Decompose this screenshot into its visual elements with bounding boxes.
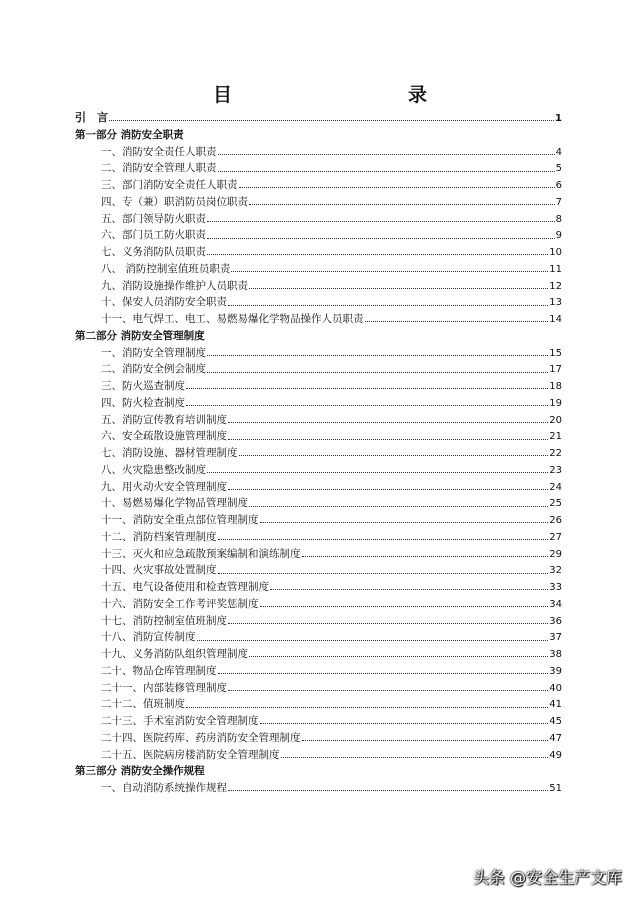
toc-entry-page: 6 — [555, 180, 562, 191]
toc-entry-label: 十三、灭火和应急疏散预案编制和演练制度 — [101, 547, 301, 560]
table-of-contents — [75, 110, 562, 797]
toc-entry-label: 二十五、医院病房楼消防安全管理制度 — [101, 748, 280, 761]
toc-entry-page: 10 — [549, 247, 562, 258]
toc-leader-dots — [109, 120, 554, 121]
toc-entry-page: 4 — [555, 146, 562, 158]
toc-entry[interactable] — [75, 194, 562, 211]
toc-leader-dots — [218, 154, 555, 155]
toc-entry-page: 37 — [549, 632, 562, 644]
toc-entry-page: 5 — [555, 163, 562, 175]
toc-entry-page: 38 — [549, 649, 562, 660]
toc-entry-label: 十一、消防安全重点部位管理制度 — [101, 514, 259, 526]
toc-entry[interactable] — [75, 629, 562, 646]
toc-entry-page: 26 — [549, 515, 562, 526]
toc-intro-label: 引 言 — [75, 111, 108, 124]
toc-leader-dots — [186, 707, 548, 708]
toc-entry-label: 十一、电气焊工、电工、易燃易爆化学物品操作人员职责 — [101, 313, 364, 325]
toc-entry-page: 24 — [549, 481, 562, 493]
toc-entry-page: 39 — [549, 665, 562, 677]
toc-entry-page: 8 — [555, 213, 562, 225]
toc-entry[interactable] — [75, 646, 562, 663]
toc-entry-page: 25 — [549, 498, 562, 510]
toc-entry[interactable] — [75, 613, 562, 630]
toc-entry-page: 32 — [549, 565, 562, 577]
toc-leader-dots — [218, 171, 555, 172]
toc-entry[interactable] — [75, 696, 562, 713]
toc-leader-dots — [249, 656, 548, 657]
toc-leader-dots — [228, 790, 548, 791]
toc-entry-label: 二十三、手术室消防安全管理制度 — [101, 715, 259, 727]
toc-part-heading[interactable] — [75, 127, 562, 144]
toc-entry[interactable] — [75, 177, 562, 194]
toc-leader-dots — [207, 472, 548, 473]
toc-entry-label: 一、消防安全管理制度 — [101, 346, 206, 359]
toc-leader-dots — [228, 623, 548, 624]
toc-entry-page: 19 — [549, 397, 562, 409]
toc-entry-label: 十六、消防安全工作考评奖惩制度 — [101, 597, 259, 610]
toc-leader-dots — [228, 690, 548, 691]
toc-entry-label: 三、部门消防安全责任人职责 — [101, 179, 238, 191]
toc-entry-page: 41 — [549, 699, 562, 711]
toc-leader-dots — [249, 288, 548, 289]
toc-leader-dots — [249, 204, 555, 205]
toc-entry-label: 十二、消防档案管理制度 — [101, 530, 217, 543]
toc-leader-dots — [249, 506, 548, 507]
toc-entry-page: 29 — [549, 548, 562, 560]
toc-entry[interactable] — [75, 663, 562, 680]
toc-entry-label: 四、专（兼）职消防员岗位职责 — [101, 195, 248, 208]
toc-entry-label: 二十四、医院药库、药房消防安全管理制度 — [101, 731, 301, 744]
toc-entry-label: 二、消防安全管理人职责 — [101, 162, 217, 175]
toc-leader-dots — [207, 372, 548, 373]
toc-title: 目 录 — [212, 84, 473, 106]
toc-entry[interactable] — [75, 428, 562, 445]
toc-entry-label: 十八、消防宣传制度 — [101, 631, 196, 644]
source-watermark: 头条 @安全生产文库 — [472, 868, 622, 887]
toc-intro-page: 1 — [555, 113, 562, 124]
toc-entry[interactable] — [75, 412, 562, 429]
toc-entry[interactable] — [75, 144, 562, 161]
toc-part-heading-label: 第二部分 消防安全管理制度 — [75, 329, 205, 342]
toc-entry[interactable] — [75, 747, 562, 764]
toc-entry-page: 7 — [555, 196, 562, 208]
toc-entry-label: 七、义务消防队员职责 — [101, 246, 206, 258]
toc-entry-page: 9 — [555, 230, 562, 242]
toc-leader-dots — [207, 238, 555, 239]
toc-leader-dots — [260, 723, 549, 724]
toc-entry-page: 13 — [549, 297, 562, 309]
toc-leader-dots — [218, 673, 549, 674]
toc-leader-dots — [228, 439, 548, 440]
toc-entry-page: 22 — [549, 448, 562, 459]
toc-entry[interactable] — [75, 495, 562, 512]
toc-entry[interactable] — [75, 244, 562, 261]
toc-entry[interactable] — [75, 479, 562, 496]
toc-entry-page: 23 — [549, 464, 562, 476]
toc-leader-dots — [239, 455, 549, 456]
toc-entry-label: 四、防火检查制度 — [101, 396, 185, 409]
toc-entry-label: 十七、消防控制室值班制度 — [101, 614, 227, 627]
toc-entry-label: 十、保安人员消防安全职责 — [101, 296, 227, 309]
toc-part-heading[interactable] — [75, 328, 562, 345]
toc-entry[interactable] — [75, 378, 562, 395]
toc-entry-label: 九、用火动火安全管理制度 — [101, 480, 227, 493]
toc-entry-label: 六、部门员工防火职责 — [101, 229, 206, 242]
toc-leader-dots — [228, 489, 548, 490]
toc-leader-dots — [186, 388, 548, 389]
toc-entry[interactable] — [75, 345, 562, 362]
toc-leader-dots — [302, 556, 549, 557]
toc-entry[interactable] — [75, 311, 562, 328]
toc-leader-dots — [231, 271, 548, 272]
toc-leader-dots — [218, 573, 549, 574]
toc-entry[interactable] — [75, 462, 562, 479]
toc-entry-label: 五、消防宣传教育培训制度 — [101, 413, 227, 426]
toc-entry-page: 12 — [549, 280, 562, 292]
toc-entry-page: 14 — [549, 314, 562, 325]
toc-entry-label: 八、火灾隐患整改制度 — [101, 463, 206, 476]
toc-entry-label: 十、易燃易爆化学物品管理制度 — [101, 497, 248, 510]
toc-entry-page: 18 — [549, 381, 562, 392]
toc-entry[interactable] — [75, 780, 562, 797]
toc-entry[interactable] — [75, 278, 562, 295]
toc-entry-label: 二、消防安全例会制度 — [101, 363, 206, 376]
toc-entry-label: 八、 消防控制室值班员职责 — [101, 262, 231, 275]
toc-entry-page: 27 — [549, 531, 562, 543]
toc-entry[interactable] — [75, 596, 562, 613]
toc-part-heading-label: 第三部分 消防安全操作规程 — [75, 765, 205, 778]
toc-entry-label: 六、安全疏散设施管理制度 — [101, 430, 227, 443]
toc-leader-dots — [260, 606, 549, 607]
toc-entry-label: 九、消防设施操作维护人员职责 — [101, 279, 248, 292]
toc-entry-page: 17 — [549, 364, 562, 376]
toc-entry-label: 五、部门领导防火职责 — [101, 212, 206, 225]
toc-leader-dots — [207, 355, 548, 356]
toc-entry-label: 七、消防设施、器材管理制度 — [101, 447, 238, 459]
toc-entry-page: 11 — [549, 263, 562, 275]
toc-entry-page: 49 — [549, 749, 562, 761]
toc-entry-page: 15 — [549, 347, 562, 359]
toc-entry[interactable] — [75, 512, 562, 529]
toc-entry[interactable] — [75, 730, 562, 747]
toc-entry[interactable] — [75, 227, 562, 244]
toc-entry-label: 二十一、内部装修管理制度 — [101, 681, 227, 694]
toc-entry-label: 十五、电气设备使用和检查管理制度 — [101, 581, 269, 593]
toc-entry-page: 20 — [549, 414, 562, 426]
toc-leader-dots — [270, 589, 548, 590]
toc-part-heading-label: 第一部分 消防安全职责 — [75, 128, 184, 141]
toc-leader-dots — [218, 539, 549, 540]
toc-leader-dots — [186, 405, 548, 406]
toc-leader-dots — [281, 757, 549, 758]
toc-entry[interactable] — [75, 529, 562, 546]
toc-entry-page: 33 — [549, 582, 562, 593]
toc-entry-label: 十四、火灾事故处置制度 — [101, 564, 217, 577]
toc-leader-dots — [302, 740, 549, 741]
toc-leader-dots — [228, 305, 548, 306]
toc-leader-dots — [207, 221, 555, 222]
toc-entry-page: 36 — [549, 615, 562, 627]
toc-entry-page: 40 — [549, 682, 562, 694]
toc-entry[interactable] — [75, 211, 562, 228]
toc-entry-page: 51 — [549, 783, 562, 794]
toc-entry-label: 十九、义务消防队组织管理制度 — [101, 648, 248, 660]
toc-leader-dots — [207, 254, 548, 255]
toc-leader-dots — [197, 640, 549, 641]
toc-part-heading[interactable] — [75, 763, 562, 780]
toc-entry[interactable] — [75, 445, 562, 462]
toc-entry[interactable] — [75, 261, 562, 278]
toc-entry[interactable] — [75, 579, 562, 596]
toc-entry[interactable] — [75, 361, 562, 378]
toc-leader-dots — [260, 522, 549, 523]
toc-entry[interactable] — [75, 294, 562, 311]
toc-entry-page: 47 — [549, 732, 562, 744]
toc-entry-label: 一、自动消防系统操作规程 — [101, 782, 227, 794]
toc-entry-label: 一、消防安全责任人职责 — [101, 145, 217, 158]
toc-entry-page: 21 — [549, 431, 562, 443]
toc-intro-row[interactable] — [75, 110, 562, 127]
toc-leader-dots — [239, 187, 555, 188]
toc-entry-label: 三、防火巡查制度 — [101, 380, 185, 392]
toc-entry[interactable] — [75, 680, 562, 697]
toc-entry-page: 34 — [549, 598, 562, 610]
toc-entry[interactable] — [75, 395, 562, 412]
toc-entry[interactable] — [75, 546, 562, 563]
toc-entry-page: 45 — [549, 716, 562, 727]
toc-entry[interactable] — [75, 562, 562, 579]
toc-entry[interactable] — [75, 713, 562, 730]
toc-entry-label: 二十、物品仓库管理制度 — [101, 664, 217, 677]
toc-leader-dots — [365, 321, 549, 322]
toc-entry-label: 二十二、值班制度 — [101, 698, 185, 711]
toc-entry[interactable] — [75, 160, 562, 177]
toc-leader-dots — [228, 422, 548, 423]
